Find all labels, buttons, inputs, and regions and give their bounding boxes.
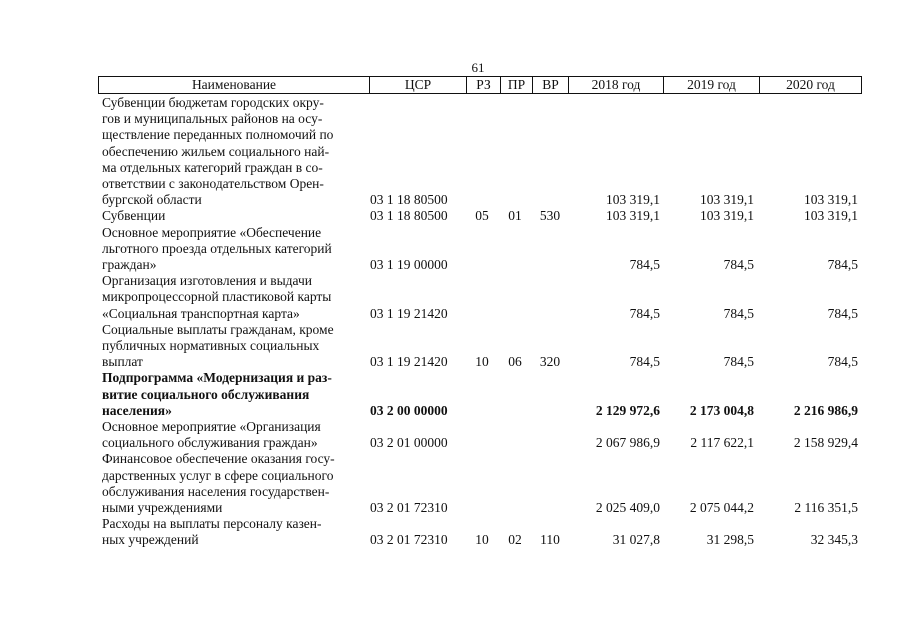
cell-vr: 320: [539, 354, 561, 370]
row-name-line: населения»: [102, 402, 172, 418]
row-name-line: льготного проезда отдельных категорий: [102, 240, 332, 256]
row-name-line: обеспечению жильем социального най-: [102, 143, 330, 159]
table-row: [0, 419, 905, 451]
row-name-line: Основное мероприятие «Обеспечение: [102, 224, 322, 240]
header-pr: ПР: [501, 77, 533, 93]
cell-y2020: 784,5: [827, 305, 858, 321]
page-number: 61: [471, 60, 485, 75]
cell-rz: 05: [475, 208, 489, 224]
table-row: [0, 451, 905, 516]
row-name-line: микропроцессорной пластиковой карты: [102, 289, 332, 305]
row-name: [102, 451, 364, 516]
cell-csr: 03 2 01 72310: [370, 499, 448, 515]
cell-y2019: 31 298,5: [706, 532, 754, 548]
row-name-line: Организация изготовления и выдачи: [102, 273, 312, 289]
cell-y2019: 784,5: [723, 256, 754, 272]
cell-y2018: 784,5: [629, 354, 660, 370]
header-vr: ВР: [533, 77, 569, 93]
cell-y2018: 2 067 986,9: [595, 435, 660, 451]
header-name: Наименование: [99, 77, 370, 93]
row-name-line: Финансовое обеспечение оказания госу-: [102, 451, 335, 467]
cell-rz: 10: [475, 354, 489, 370]
row-name: [102, 370, 364, 419]
cell-y2019: 2 075 044,2: [689, 499, 754, 515]
cell-rz: 10: [475, 532, 489, 548]
cell-y2018: 103 319,1: [606, 192, 660, 208]
row-name-line: социального обслуживания граждан»: [102, 435, 318, 451]
cell-y2019: 103 319,1: [700, 192, 754, 208]
header-2020: 2020 год: [786, 77, 835, 92]
table-body: [0, 95, 905, 549]
table-row: [0, 516, 905, 548]
row-name-line: выплат: [102, 354, 143, 370]
row-name-line: «Социальная транспортная карта»: [102, 305, 300, 321]
cell-y2019: 2 117 622,1: [690, 435, 754, 451]
table-row: [0, 322, 905, 371]
table-row: [0, 273, 905, 322]
row-name-line: витие социального обслуживания: [102, 386, 310, 402]
cell-csr: 03 1 19 00000: [370, 256, 448, 272]
row-name: [102, 419, 364, 451]
cell-y2019: 2 173 004,8: [689, 402, 754, 418]
header-2019: 2019 год: [664, 77, 760, 93]
cell-y2020: 784,5: [827, 354, 858, 370]
row-name: [102, 273, 364, 322]
cell-y2020: 32 345,3: [810, 532, 858, 548]
cell-y2020: 2 216 986,9: [793, 402, 858, 418]
cell-y2020: 2 116 351,5: [794, 499, 858, 515]
cell-y2020: 784,5: [827, 256, 858, 272]
cell-csr: 03 1 18 80500: [370, 192, 448, 208]
cell-y2019: 103 319,1: [700, 208, 754, 224]
row-name-line: бургской области: [102, 192, 202, 208]
header-2018: 2018 год: [569, 77, 664, 93]
cell-csr: 03 1 19 21420: [370, 305, 448, 321]
table-row: [0, 370, 905, 419]
cell-y2019: 784,5: [723, 305, 754, 321]
row-name-line: дарственных услуг в сфере социального: [102, 467, 334, 483]
cell-csr: 03 1 19 21420: [370, 354, 448, 370]
cell-csr: 03 2 01 72310: [370, 532, 448, 548]
row-name-line: Субвенции бюджетам городских окру-: [102, 94, 324, 110]
cell-pr: 06: [508, 354, 522, 370]
table-row: [0, 225, 905, 274]
row-name-line: Подпрограмма «Модернизация и раз-: [102, 370, 332, 386]
cell-csr: 03 2 01 00000: [370, 435, 448, 451]
row-name: [102, 208, 364, 224]
cell-csr: 03 2 00 00000: [370, 402, 448, 418]
row-name-line: ответствии с законодательством Орен-: [102, 175, 324, 191]
cell-y2018: 2 129 972,6: [595, 402, 660, 418]
table-row: [0, 208, 905, 224]
cell-pr: 01: [508, 208, 522, 224]
row-name: [102, 225, 364, 274]
cell-y2019: 784,5: [723, 354, 754, 370]
cell-vr: 110: [540, 532, 560, 548]
row-name: [102, 95, 364, 208]
row-name-line: обслуживания населения государствен-: [102, 483, 330, 499]
row-name-line: публичных нормативных социальных: [102, 337, 320, 353]
cell-y2018: 31 027,8: [612, 532, 660, 548]
row-name-line: ными учреждениями: [102, 499, 223, 515]
row-name: [102, 322, 364, 371]
row-name-line: граждан»: [102, 256, 157, 272]
header-rz: РЗ: [467, 77, 501, 93]
row-name-line: ма отдельных категорий граждан в со-: [102, 159, 323, 175]
cell-csr: 03 1 18 80500: [370, 208, 448, 224]
cell-y2020: 103 319,1: [804, 192, 858, 208]
cell-y2018: 784,5: [629, 256, 660, 272]
row-name-line: Расходы на выплаты персоналу казен-: [102, 516, 322, 532]
row-name-line: Субвенции: [102, 208, 166, 224]
row-name-line: Социальные выплаты гражданам, кроме: [102, 321, 334, 337]
row-name-line: ных учреждений: [102, 532, 199, 548]
row-name-line: Основное мероприятие «Организация: [102, 418, 321, 434]
row-name-line: ществление переданных полномочий по: [102, 127, 334, 143]
cell-y2018: 103 319,1: [606, 208, 660, 224]
table-row: [0, 95, 905, 208]
cell-y2020: 2 158 929,4: [793, 435, 858, 451]
cell-vr: 530: [539, 208, 561, 224]
header-csr: ЦСР: [370, 77, 467, 93]
row-name-line: гов и муниципальных районов на осу-: [102, 111, 323, 127]
row-name: [102, 516, 364, 548]
cell-y2018: 784,5: [629, 305, 660, 321]
table-header: [98, 76, 862, 94]
cell-pr: 02: [508, 532, 522, 548]
cell-y2018: 2 025 409,0: [595, 499, 660, 515]
cell-y2020: 103 319,1: [804, 208, 858, 224]
